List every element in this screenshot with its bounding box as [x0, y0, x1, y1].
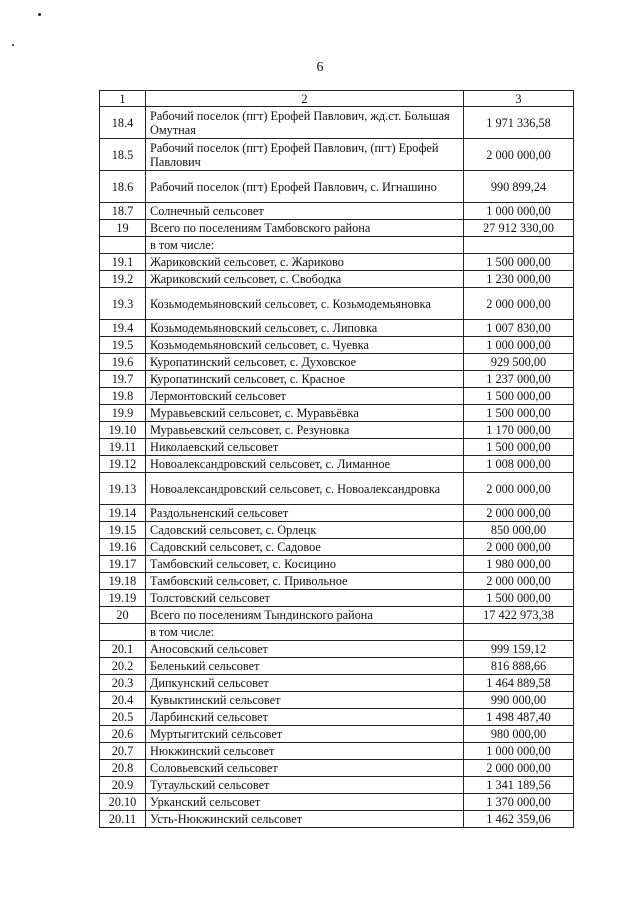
amount-value: 2 000 000,00 [464, 473, 574, 505]
row-number: 19.16 [100, 539, 146, 556]
settlement-name: Муравьевский сельсовет, с. Резуновка [146, 422, 464, 439]
table-row [100, 709, 574, 726]
settlement-name: Козьмодемьяновский сельсовет, с. Чуевка [146, 337, 464, 354]
row-number [100, 237, 146, 254]
amount-value: 1 230 000,00 [464, 271, 574, 288]
amount-value: 1 980 000,00 [464, 556, 574, 573]
table-row [100, 271, 574, 288]
row-number: 19.9 [100, 405, 146, 422]
settlement-name: Садовский сельсовет, с. Садовое [146, 539, 464, 556]
row-number: 19.13 [100, 473, 146, 505]
scan-speck [38, 13, 41, 16]
table-row [100, 811, 574, 828]
table-row [100, 573, 574, 590]
row-number: 19.15 [100, 522, 146, 539]
row-number: 19.11 [100, 439, 146, 456]
amount-value: 1 971 336,58 [464, 107, 574, 139]
amount-value: 17 422 973,38 [464, 607, 574, 624]
amount-value: 1 500 000,00 [464, 388, 574, 405]
settlement-name: Аносовский сельсовет [146, 641, 464, 658]
amount-value: 2 000 000,00 [464, 505, 574, 522]
settlement-name: Урканский сельсовет [146, 794, 464, 811]
settlement-name: Солнечный сельсовет [146, 203, 464, 220]
settlement-name: в том числе: [146, 624, 464, 641]
row-number: 20.5 [100, 709, 146, 726]
row-number: 19.14 [100, 505, 146, 522]
row-number: 19.12 [100, 456, 146, 473]
amount-value: 1 000 000,00 [464, 203, 574, 220]
amount-value: 27 912 330,00 [464, 220, 574, 237]
amount-value: 2 000 000,00 [464, 288, 574, 320]
amount-value: 816 888,66 [464, 658, 574, 675]
settlement-name: Новоалександровский сельсовет, с. Лиманное [146, 456, 464, 473]
column-header: 3 [464, 91, 574, 107]
amount-value: 1 500 000,00 [464, 590, 574, 607]
row-number: 20.1 [100, 641, 146, 658]
amount-value: 2 000 000,00 [464, 539, 574, 556]
table-row [100, 320, 574, 337]
table-row [100, 422, 574, 439]
amount-value: 1 008 000,00 [464, 456, 574, 473]
amount-value [464, 237, 574, 254]
row-number: 18.7 [100, 203, 146, 220]
table-row [100, 607, 574, 624]
amount-value: 1 500 000,00 [464, 405, 574, 422]
row-number: 19.1 [100, 254, 146, 271]
settlement-name: Рабочий поселок (пгт) Ерофей Павлович, с. Игнашино [146, 171, 464, 203]
settlement-name: Куропатинский сельсовет, с. Духовское [146, 354, 464, 371]
table-row [100, 692, 574, 709]
table-row [100, 675, 574, 692]
settlement-name: Жариковский сельсовет, с. Свободка [146, 271, 464, 288]
row-number: 19.18 [100, 573, 146, 590]
amount-value: 980 000,00 [464, 726, 574, 743]
table-row [100, 505, 574, 522]
settlement-name: Усть-Нюкжинский сельсовет [146, 811, 464, 828]
amount-value: 999 159,12 [464, 641, 574, 658]
table-row [100, 354, 574, 371]
table-row [100, 388, 574, 405]
table-row [100, 107, 574, 139]
settlement-name: Тамбовский сельсовет, с. Привольное [146, 573, 464, 590]
table-row [100, 624, 574, 641]
amount-value: 1 007 830,00 [464, 320, 574, 337]
row-number: 19.10 [100, 422, 146, 439]
settlements-table [99, 90, 574, 828]
settlement-name: Тутаульский сельсовет [146, 777, 464, 794]
settlement-name: Муравьевский сельсовет, с. Муравьёвка [146, 405, 464, 422]
table-row [100, 522, 574, 539]
settlement-name: Муртыгитский сельсовет [146, 726, 464, 743]
amount-value: 1 498 487,40 [464, 709, 574, 726]
table-row [100, 473, 574, 505]
amount-value: 1 170 000,00 [464, 422, 574, 439]
table-row [100, 288, 574, 320]
settlement-name: Соловьевский сельсовет [146, 760, 464, 777]
settlement-name: Николаевский сельсовет [146, 439, 464, 456]
table-row [100, 439, 574, 456]
page-number: 6 [316, 60, 324, 75]
table-row [100, 456, 574, 473]
column-header: 1 [100, 91, 146, 107]
settlement-name: Садовский сельсовет, с. Орлецк [146, 522, 464, 539]
amount-value [464, 624, 574, 641]
table-row [100, 641, 574, 658]
table-row [100, 237, 574, 254]
settlement-name: Нюкжинский сельсовет [146, 743, 464, 760]
amount-value: 2 000 000,00 [464, 760, 574, 777]
amount-value: 850 000,00 [464, 522, 574, 539]
row-number: 18.4 [100, 107, 146, 139]
table-row [100, 726, 574, 743]
table-row [100, 556, 574, 573]
amount-value: 1 464 889,58 [464, 675, 574, 692]
settlement-name: Всего по поселениям Тындинского района [146, 607, 464, 624]
column-header: 2 [146, 91, 464, 107]
row-number: 20.3 [100, 675, 146, 692]
settlement-name: Куропатинский сельсовет, с. Красное [146, 371, 464, 388]
table-row [100, 760, 574, 777]
table-row [100, 139, 574, 171]
amount-value: 2 000 000,00 [464, 139, 574, 171]
table-row [100, 337, 574, 354]
table-row [100, 220, 574, 237]
amount-value: 1 000 000,00 [464, 337, 574, 354]
settlement-name: в том числе: [146, 237, 464, 254]
table-row [100, 590, 574, 607]
table-row [100, 405, 574, 422]
table-row [100, 658, 574, 675]
settlement-name: Раздольненский сельсовет [146, 505, 464, 522]
settlement-name: Ларбинский сельсовет [146, 709, 464, 726]
amount-value: 1 500 000,00 [464, 254, 574, 271]
table-body [100, 107, 574, 828]
row-number: 19.5 [100, 337, 146, 354]
row-number: 19.4 [100, 320, 146, 337]
settlement-name: Новоалександровский сельсовет, с. Новоалександровка [146, 473, 464, 505]
row-number: 20 [100, 607, 146, 624]
table-row [100, 794, 574, 811]
table-header-row [100, 91, 574, 107]
row-number: 19 [100, 220, 146, 237]
row-number: 20.11 [100, 811, 146, 828]
row-number: 19.7 [100, 371, 146, 388]
amount-value: 1 000 000,00 [464, 743, 574, 760]
table-row [100, 171, 574, 203]
row-number: 19.2 [100, 271, 146, 288]
amount-value: 929 500,00 [464, 354, 574, 371]
row-number: 19.6 [100, 354, 146, 371]
settlement-name: Козьмодемьяновский сельсовет, с. Липовка [146, 320, 464, 337]
amount-value: 2 000 000,00 [464, 573, 574, 590]
row-number: 19.19 [100, 590, 146, 607]
row-number: 20.6 [100, 726, 146, 743]
row-number: 20.8 [100, 760, 146, 777]
settlement-name: Тамбовский сельсовет, с. Косицино [146, 556, 464, 573]
table-row [100, 371, 574, 388]
row-number: 20.2 [100, 658, 146, 675]
row-number [100, 624, 146, 641]
amount-value: 1 370 000,00 [464, 794, 574, 811]
row-number: 18.6 [100, 171, 146, 203]
row-number: 19.8 [100, 388, 146, 405]
row-number: 20.10 [100, 794, 146, 811]
amount-value: 1 237 000,00 [464, 371, 574, 388]
table-row [100, 743, 574, 760]
settlement-name: Жариковский сельсовет, с. Жариково [146, 254, 464, 271]
row-number: 19.17 [100, 556, 146, 573]
table-row [100, 203, 574, 220]
row-number: 19.3 [100, 288, 146, 320]
amount-value: 1 341 189,56 [464, 777, 574, 794]
settlement-name: Козьмодемьяновский сельсовет, с. Козьмодемьяновка [146, 288, 464, 320]
table-row [100, 539, 574, 556]
table-row [100, 777, 574, 794]
table-row [100, 254, 574, 271]
amount-value: 1 500 000,00 [464, 439, 574, 456]
settlement-name: Кувыктинский сельсовет [146, 692, 464, 709]
settlement-name: Рабочий поселок (пгт) Ерофей Павлович, жд.ст. Большая Омутная [146, 107, 464, 139]
settlement-name: Лермонтовский сельсовет [146, 388, 464, 405]
row-number: 18.5 [100, 139, 146, 171]
scan-speck [12, 44, 14, 46]
settlement-name: Толстовский сельсовет [146, 590, 464, 607]
settlement-name: Беленький сельсовет [146, 658, 464, 675]
row-number: 20.9 [100, 777, 146, 794]
row-number: 20.7 [100, 743, 146, 760]
amount-value: 1 462 359,06 [464, 811, 574, 828]
row-number: 20.4 [100, 692, 146, 709]
amount-value: 990 899,24 [464, 171, 574, 203]
settlement-name: Рабочий поселок (пгт) Ерофей Павлович, (пгт) Ерофей Павлович [146, 139, 464, 171]
settlement-name: Всего по поселениям Тамбовского района [146, 220, 464, 237]
amount-value: 990 000,00 [464, 692, 574, 709]
settlement-name: Дипкунский сельсовет [146, 675, 464, 692]
